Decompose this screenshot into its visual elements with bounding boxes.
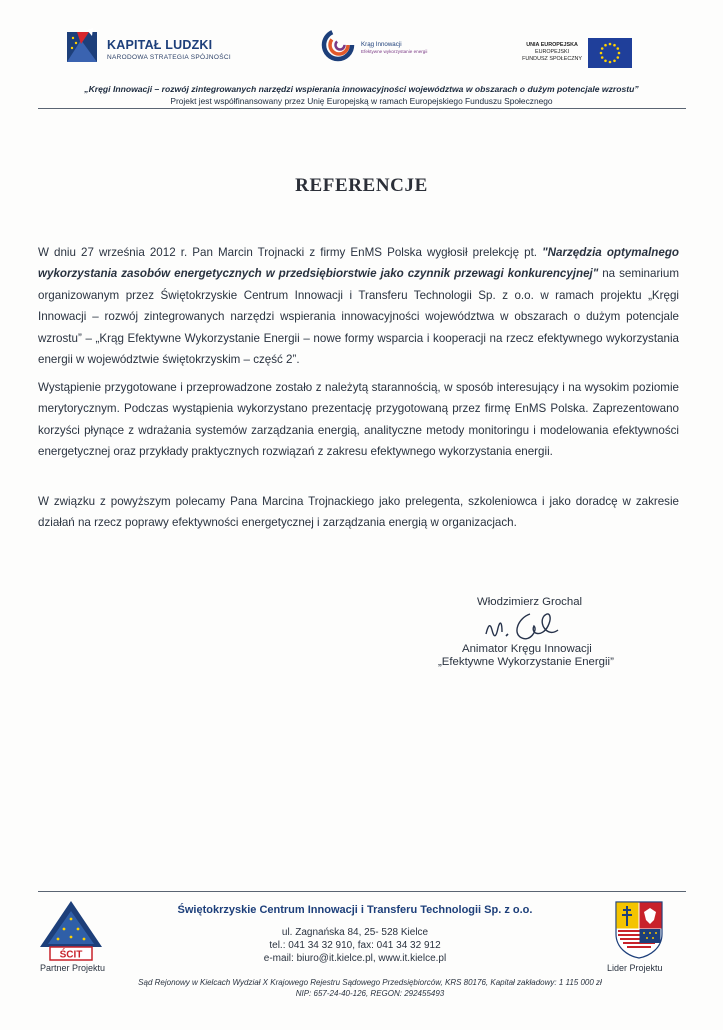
signatory-organization: „Efektywne Wykorzystanie Energii”: [438, 656, 614, 668]
partner-label: Partner Projektu: [40, 963, 106, 973]
krag-innowacji-logo: [321, 27, 441, 67]
kapital-ludzki-mark-icon: [67, 28, 101, 64]
footer-organization: Świętokrzyskie Centrum Innowacji i Transferu Technologii Sp. z o.o.: [177, 904, 533, 916]
kapital-ludzki-title: KAPITAŁ LUDZKI: [107, 38, 213, 52]
lecture-title: "Narzędzia optymalnego wykorzystania zasobów energetycznych w przedsiębiorstwie jako czynnik przewagi konkurencyjnej": [38, 246, 679, 281]
kapital-ludzki-logo: [67, 26, 231, 68]
eu-line-3: FUNDUSZ SPOŁECZNY: [522, 56, 582, 62]
krag-innowacji-circle-icon: [321, 27, 355, 63]
leader-label: Lider Projektu: [607, 963, 663, 973]
eu-flag-icon: [588, 38, 632, 68]
krag-innowacji-title: Krąg Innowacji: [361, 41, 402, 48]
footer-address: ul. Zagnańska 84, 25- 528 Kielce: [281, 927, 429, 938]
paragraph-3: W związku z powyższym polecamy Pana Marcina Trojnackiego jako prelegenta, szkoleniowca i jako doradcę w zakresie działań na rzecz poprawy efektywności energetycznej i zarządzania energią w organizacjach.: [38, 495, 679, 530]
signatory-role: Animator Kręgu Innowacji: [462, 643, 592, 655]
paragraph-1-intro: W dniu 27 września 2012 r. Pan Marcin Trojnacki z firmy EnMS Polska wygłosił prelekcję pt.: [38, 246, 543, 259]
court-registration: Sąd Rejonowy w Kielcach Wydział X Krajowego Rejestru Sądowego Przedsiębiorców, KRS 80176, Kapitał zakładowy: 1 115 000 zł: [138, 978, 602, 987]
eu-logo-text: [522, 42, 582, 63]
krag-innowacji-subtitle: Efektywne wykorzystanie energii: [361, 49, 428, 54]
paragraph-1-rest: na seminarium organizowanym przez Świętokrzyskie Centrum Innowacji i Transferu Technologii Sp. z o.o. w ramach projektu „Kręgi Innowacji – rozwój zintegrowanych narzędzi wspierania innowacyjności województwa w obszarach o dużym potencjale wzrostu” – „Krąg Efektywne Wykorzystanie Energii – nowe formy wsparcia i kooperacji na rzecz efektywnego wykorzystania energii w województwie świętokrzyskim – część 2”.: [38, 267, 679, 367]
project-tagline: „Kręgi Innowacji – rozwój zintegrowanych narzędzi wspierania innowacyjności województwa w obszarach o dużym potencjale wzrostu”: [84, 84, 639, 94]
kapital-ludzki-subtitle: NARODOWA STRATEGIA SPÓJNOŚCI: [107, 54, 231, 61]
eu-line-2: EUROPEJSKI: [534, 49, 570, 55]
eu-line-1: UNIA EUROPEJSKA: [526, 42, 578, 48]
signatory-name: Włodzimierz Grochal: [477, 596, 583, 608]
document-title: REFERENCJE: [295, 175, 428, 196]
header-divider: [38, 108, 686, 109]
eu-logo: [500, 36, 632, 72]
scitt-logo-text: ŚCIT: [59, 949, 83, 961]
paragraph-2: Wystąpienie przygotowane i przeprowadzone zostało z należytą starannością, w sposób interesujący i na wysokim poziomie merytorycznym. Podczas wystąpienia wykorzystano prezentację przygotowaną przez firmę EnMS Polska. Zaprezentowano korzyści płynące z wdrażania systemów zarządzania energią, analityczne metody monitoringu i modelowania efektywności energetycznej oraz przykłady praktycznych rozwiązań z zakresu efektywnego wykorzystania energii.: [38, 381, 679, 459]
cofinancing-note: Projekt jest współfinansowany przez Unię Europejską w ramach Europejskiego Funduszu Społecznego: [170, 96, 553, 106]
footer-phone: tel.: 041 34 32 910, fax: 041 34 32 912: [269, 940, 441, 951]
scitt-logo: [36, 897, 106, 961]
footer-email: e-mail: biuro@it.kielce.pl, www.it.kielce.pl: [263, 953, 447, 964]
paragraph-1: [38, 242, 679, 370]
swietokrzyskie-crest-icon: [614, 900, 664, 960]
tax-ids: NIP: 657-24-40-126, REGON: 292455493: [295, 989, 445, 998]
footer-divider: [38, 891, 686, 892]
